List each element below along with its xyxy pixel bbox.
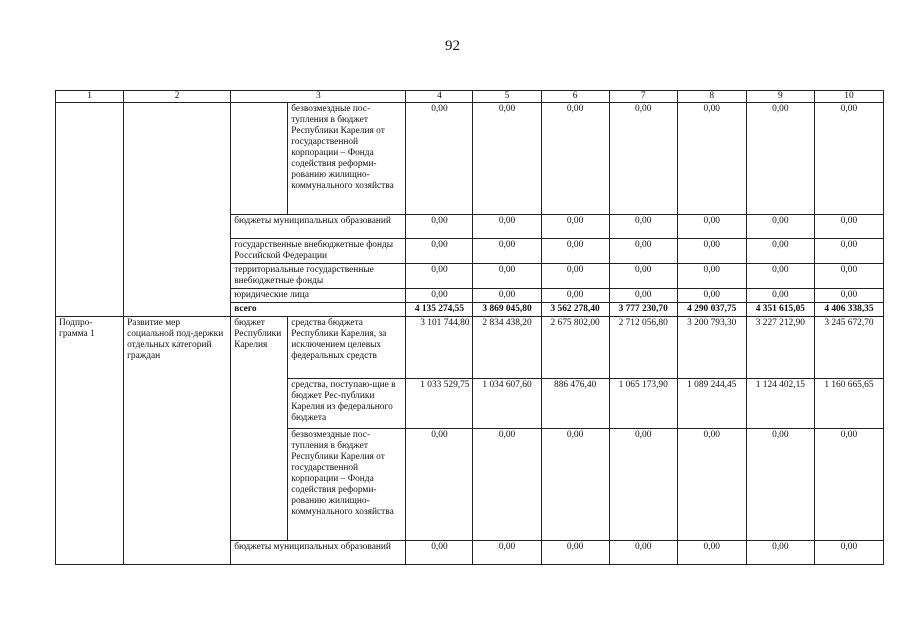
value-cell: 0,00: [746, 429, 814, 541]
value-cell: 0,00: [406, 541, 473, 565]
table-row: [56, 103, 884, 215]
value-cell: 0,00: [609, 215, 677, 239]
budget-table: [55, 90, 884, 565]
value-cell: 0,00: [609, 429, 677, 541]
header-cell: 1: [56, 91, 124, 103]
header-cell: 6: [541, 91, 609, 103]
value-cell: 1 089 244,45: [677, 379, 746, 429]
value-cell: 0,00: [677, 239, 746, 264]
value-cell: 3 777 230,70: [609, 303, 677, 317]
value-cell: 0,00: [677, 289, 746, 303]
value-cell: 0,00: [746, 289, 814, 303]
page-number: 92: [445, 38, 460, 54]
source-label-total: всего: [231, 303, 406, 317]
value-cell: 0,00: [473, 541, 541, 565]
source-label: бюджеты муниципальных образований: [231, 541, 406, 565]
value-cell: 1 160 665,65: [814, 379, 883, 429]
value-cell: 3 227 212,90: [746, 317, 814, 379]
value-cell: 4 135 274,55: [406, 303, 473, 317]
source-label: средства бюджета Республики Карелия, за исключением целевых федеральных средств: [288, 317, 406, 379]
source-group-cell-empty: [231, 103, 288, 215]
value-cell: 0,00: [746, 239, 814, 264]
value-cell: 0,00: [677, 215, 746, 239]
value-cell: 0,00: [609, 289, 677, 303]
value-cell: 3 245 672,70: [814, 317, 883, 379]
value-cell: 3 869 045,80: [473, 303, 541, 317]
value-cell: 0,00: [677, 103, 746, 215]
program-name: Развитие мер социальной под-держки отдельных категорий граждан: [124, 317, 231, 565]
value-cell: 0,00: [473, 239, 541, 264]
source-label: безвозмездные пос-тупления в бюджет Республики Карелия от государственной корпорации – Фонда содействия реформи-рованию жилищно-коммунального хозяйства: [288, 103, 406, 215]
value-cell: 0,00: [406, 289, 473, 303]
value-cell: 0,00: [814, 429, 883, 541]
value-cell: 0,00: [609, 264, 677, 289]
value-cell: 0,00: [609, 239, 677, 264]
header-cell: 7: [609, 91, 677, 103]
source-label: государственные внебюджетные фонды Российской Федерации: [231, 239, 406, 264]
value-cell: 0,00: [814, 239, 883, 264]
header-cell: 8: [677, 91, 746, 103]
program-number: Подпро-грамма 1: [56, 317, 124, 565]
table-row: [56, 317, 884, 379]
value-cell: 1 034 607,60: [473, 379, 541, 429]
value-cell: 0,00: [541, 103, 609, 215]
value-cell: 3 101 744,80: [406, 317, 473, 379]
value-cell: 2 834 438,20: [473, 317, 541, 379]
value-cell: 0,00: [746, 541, 814, 565]
value-cell: 2 675 802,00: [541, 317, 609, 379]
value-cell: 0,00: [677, 541, 746, 565]
program-name-cell-empty: [124, 103, 231, 317]
value-cell: 0,00: [541, 541, 609, 565]
value-cell: 4 406 338,35: [814, 303, 883, 317]
value-cell: 0,00: [406, 215, 473, 239]
value-cell: 4 290 037,75: [677, 303, 746, 317]
value-cell: 0,00: [814, 264, 883, 289]
header-cell: 5: [473, 91, 541, 103]
source-label: безвозмездные пос-тупления в бюджет Республики Карелия от государственной корпорации – Фонда содействия реформи-рованию жилищно-коммунального хозяйства: [288, 429, 406, 541]
source-label: бюджеты муниципальных образований: [231, 215, 406, 239]
value-cell: 0,00: [746, 215, 814, 239]
value-cell: 0,00: [541, 289, 609, 303]
value-cell: 0,00: [541, 264, 609, 289]
header-cell: 3: [231, 91, 406, 103]
value-cell: 0,00: [473, 103, 541, 215]
value-cell: 0,00: [541, 215, 609, 239]
value-cell: 0,00: [406, 429, 473, 541]
value-cell: 0,00: [746, 264, 814, 289]
value-cell: 0,00: [406, 239, 473, 264]
value-cell: 0,00: [406, 264, 473, 289]
value-cell: 0,00: [814, 289, 883, 303]
value-cell: 0,00: [677, 429, 746, 541]
source-label: территориальные государственные внебюджетные фонды: [231, 264, 406, 289]
value-cell: 1 065 173,90: [609, 379, 677, 429]
header-cell: 9: [746, 91, 814, 103]
value-cell: 0,00: [473, 215, 541, 239]
header-cell: 4: [406, 91, 473, 103]
value-cell: 1 033 529,75: [406, 379, 473, 429]
value-cell: 0,00: [814, 103, 883, 215]
value-cell: 1 124 402,15: [746, 379, 814, 429]
value-cell: 3 200 793,30: [677, 317, 746, 379]
program-cell-empty: [56, 103, 124, 317]
value-cell: 0,00: [609, 103, 677, 215]
value-cell: 0,00: [473, 289, 541, 303]
header-cell: 10: [814, 91, 883, 103]
value-cell: 0,00: [406, 103, 473, 215]
value-cell: 886 476,40: [541, 379, 609, 429]
value-cell: 0,00: [541, 429, 609, 541]
source-label: средства, поступаю-щие в бюджет Рес-публики Карелия из федерального бюджета: [288, 379, 406, 429]
value-cell: 0,00: [609, 541, 677, 565]
value-cell: 0,00: [473, 264, 541, 289]
value-cell: 0,00: [814, 541, 883, 565]
value-cell: 0,00: [541, 239, 609, 264]
header-cell: 2: [124, 91, 231, 103]
value-cell: 0,00: [473, 429, 541, 541]
table-header-row: [56, 91, 884, 103]
source-label: юридические лица: [231, 289, 406, 303]
value-cell: 0,00: [814, 215, 883, 239]
value-cell: 2 712 056,80: [609, 317, 677, 379]
source-group: бюджет Республики Карелия: [231, 317, 288, 541]
value-cell: 0,00: [746, 103, 814, 215]
value-cell: 0,00: [677, 264, 746, 289]
value-cell: 4 351 615,05: [746, 303, 814, 317]
value-cell: 3 562 278,40: [541, 303, 609, 317]
